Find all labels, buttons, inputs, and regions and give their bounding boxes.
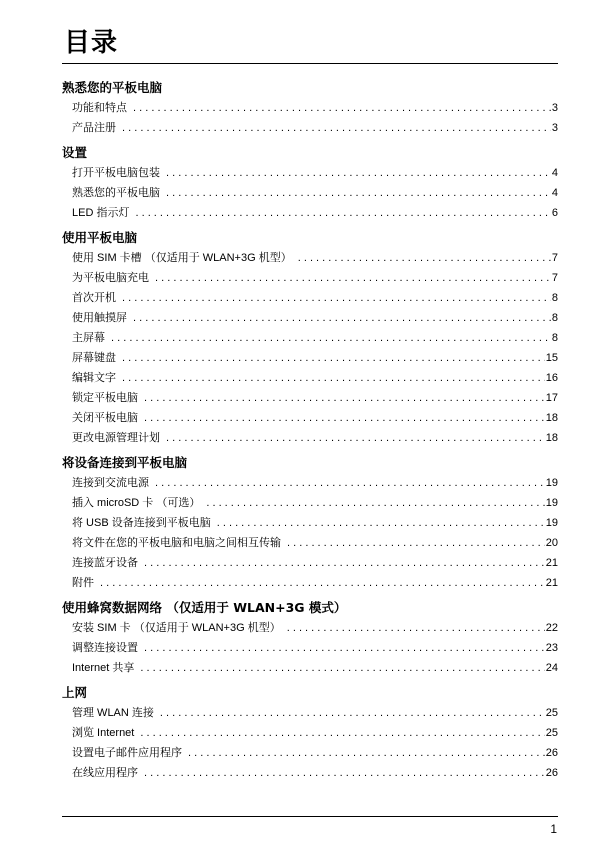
- toc-entry-page: 4: [551, 187, 558, 199]
- dot-leader: [144, 408, 545, 428]
- toc-entry-page: 18: [545, 432, 558, 444]
- toc-entry-label: 熟悉您的平板电脑: [72, 187, 160, 199]
- toc-entry[interactable]: [62, 658, 558, 678]
- toc-entry[interactable]: [62, 203, 558, 223]
- toc-entry-page: 22: [545, 622, 558, 634]
- dot-leader: [166, 183, 551, 203]
- dot-leader: [160, 703, 545, 723]
- dot-leader: [100, 573, 545, 593]
- dot-leader: [140, 658, 544, 678]
- toc-entry-label: 屏幕键盘: [72, 352, 116, 364]
- dot-leader: [287, 618, 545, 638]
- dot-leader: [144, 638, 545, 658]
- toc-entry[interactable]: [62, 328, 558, 348]
- section-heading[interactable]: 使用平板电脑: [62, 230, 138, 245]
- toc-entry[interactable]: [62, 268, 558, 288]
- toc-entry[interactable]: [62, 638, 558, 658]
- toc-entry-page: 19: [545, 497, 558, 509]
- toc-entry[interactable]: [62, 183, 558, 203]
- section-heading[interactable]: 使用蜂窝数据网络 （仅适用于 WLAN+3G 模式）: [62, 600, 347, 615]
- toc-entry-page: 19: [545, 477, 558, 489]
- toc-entry-page: 16: [545, 372, 558, 384]
- toc-entry-page: 21: [545, 577, 558, 589]
- dot-leader: [144, 553, 545, 573]
- dot-leader: [122, 348, 545, 368]
- toc-entry-label: 产品注册: [72, 122, 116, 134]
- toc-section: [62, 453, 558, 593]
- toc-entry-page: 25: [545, 707, 558, 719]
- toc-entry-label: 管理 WLAN 连接: [72, 707, 154, 719]
- toc-entry[interactable]: [62, 248, 558, 268]
- dot-leader: [122, 368, 545, 388]
- dot-leader: [217, 513, 545, 533]
- toc-entry-page: 7: [551, 252, 558, 264]
- toc-entry-page: 26: [545, 767, 558, 779]
- toc-entry-label: LED 指示灯: [72, 207, 130, 219]
- dot-leader: [166, 428, 545, 448]
- dot-leader: [140, 723, 544, 743]
- toc-entry[interactable]: [62, 743, 558, 763]
- toc-entry-label: 为平板电脑充电: [72, 272, 149, 284]
- toc-entry-label: 使用 SIM 卡槽 （仅适用于 WLAN+3G 机型）: [72, 252, 292, 264]
- dot-leader: [122, 118, 551, 138]
- dot-leader: [133, 98, 551, 118]
- toc-entry-page: 8: [551, 292, 558, 304]
- toc-entry-page: 3: [551, 122, 558, 134]
- toc-entry-page: 18: [545, 412, 558, 424]
- toc-entry-page: 17: [545, 392, 558, 404]
- toc-entry-label: 设置电子邮件应用程序: [72, 747, 182, 759]
- toc-entry-page: 6: [551, 207, 558, 219]
- toc-entry-page: 4: [551, 167, 558, 179]
- toc-entry-label: 调整连接设置: [72, 642, 138, 654]
- toc-entry[interactable]: [62, 573, 558, 593]
- toc-entry-label: 使用触摸屏: [72, 312, 127, 324]
- toc-entry[interactable]: [62, 618, 558, 638]
- dot-leader: [188, 743, 545, 763]
- dot-leader: [133, 308, 551, 328]
- page-title: 目录: [64, 28, 119, 58]
- toc-entry-label: Internet 共享: [72, 662, 135, 674]
- toc-section: [62, 598, 558, 678]
- toc-entry-label: 更改电源管理计划: [72, 432, 160, 444]
- toc-entry-page: 8: [551, 312, 558, 324]
- toc-entry-label: 连接到交流电源: [72, 477, 149, 489]
- toc-entry-page: 3: [551, 102, 558, 114]
- toc-entry-label: 打开平板电脑包装: [72, 167, 160, 179]
- toc-entry[interactable]: [62, 308, 558, 328]
- toc-entry-label: 主屏幕: [72, 332, 105, 344]
- toc-entry-page: 26: [545, 747, 558, 759]
- toc-entry-label: 将文件在您的平板电脑和电脑之间相互传输: [72, 537, 281, 549]
- dot-leader: [287, 533, 545, 553]
- toc-entry[interactable]: [62, 473, 558, 493]
- toc-entry-label: 编辑文字: [72, 372, 116, 384]
- toc-entry[interactable]: [62, 553, 558, 573]
- toc-entry[interactable]: [62, 408, 558, 428]
- section-heading[interactable]: 上网: [62, 685, 88, 700]
- table-of-contents: [62, 78, 558, 788]
- toc-entry[interactable]: [62, 348, 558, 368]
- toc-entry[interactable]: [62, 533, 558, 553]
- toc-entry-label: 连接蓝牙设备: [72, 557, 138, 569]
- toc-entry[interactable]: [62, 288, 558, 308]
- title-divider: [62, 63, 558, 64]
- dot-leader: [206, 493, 544, 513]
- toc-entry-page: 20: [545, 537, 558, 549]
- toc-entry[interactable]: [62, 118, 558, 138]
- toc-entry-page: 25: [545, 727, 558, 739]
- toc-entry-label: 浏览 Internet: [72, 727, 135, 739]
- section-heading[interactable]: 设置: [62, 145, 88, 160]
- dot-leader: [155, 473, 545, 493]
- dot-leader: [122, 288, 551, 308]
- dot-leader: [166, 163, 551, 183]
- toc-entry-label: 功能和特点: [72, 102, 127, 114]
- dot-leader: [155, 268, 551, 288]
- toc-entry-label: 将 USB 设备连接到平板电脑: [72, 517, 211, 529]
- toc-entry-label: 首次开机: [72, 292, 116, 304]
- toc-entry[interactable]: [62, 703, 558, 723]
- page-number: 1: [550, 822, 557, 836]
- toc-entry-page: 23: [545, 642, 558, 654]
- toc-section: [62, 78, 558, 138]
- toc-entry-label: 锁定平板电脑: [72, 392, 138, 404]
- toc-entry-label: 在线应用程序: [72, 767, 138, 779]
- toc-entry[interactable]: [62, 98, 558, 118]
- toc-entry[interactable]: [62, 388, 558, 408]
- toc-entry-label: 插入 microSD 卡 （可选）: [72, 497, 201, 509]
- dot-leader: [298, 248, 551, 268]
- toc-section: [62, 683, 558, 783]
- dot-leader: [144, 388, 545, 408]
- toc-section: [62, 228, 558, 448]
- toc-entry-label: 关闭平板电脑: [72, 412, 138, 424]
- toc-entry[interactable]: [62, 368, 558, 388]
- section-heading[interactable]: 熟悉您的平板电脑: [62, 80, 163, 95]
- toc-entry-page: 19: [545, 517, 558, 529]
- section-heading[interactable]: 将设备连接到平板电脑: [62, 455, 188, 470]
- toc-entry-label: 安装 SIM 卡 （仅适用于 WLAN+3G 机型）: [72, 622, 281, 634]
- toc-entry[interactable]: [62, 723, 558, 743]
- toc-section: [62, 143, 558, 223]
- toc-entry[interactable]: [62, 163, 558, 183]
- toc-entry-page: 24: [545, 662, 558, 674]
- dot-leader: [144, 763, 545, 783]
- dot-leader: [135, 203, 550, 223]
- toc-entry[interactable]: [62, 493, 558, 513]
- toc-entry-page: 7: [551, 272, 558, 284]
- toc-entry-page: 8: [551, 332, 558, 344]
- toc-entry[interactable]: [62, 428, 558, 448]
- toc-entry[interactable]: [62, 763, 558, 783]
- toc-entry-page: 21: [545, 557, 558, 569]
- toc-entry[interactable]: [62, 513, 558, 533]
- toc-entry-label: 附件: [72, 577, 94, 589]
- dot-leader: [111, 328, 551, 348]
- toc-entry-page: 15: [545, 352, 558, 364]
- footer-divider: [62, 816, 558, 817]
